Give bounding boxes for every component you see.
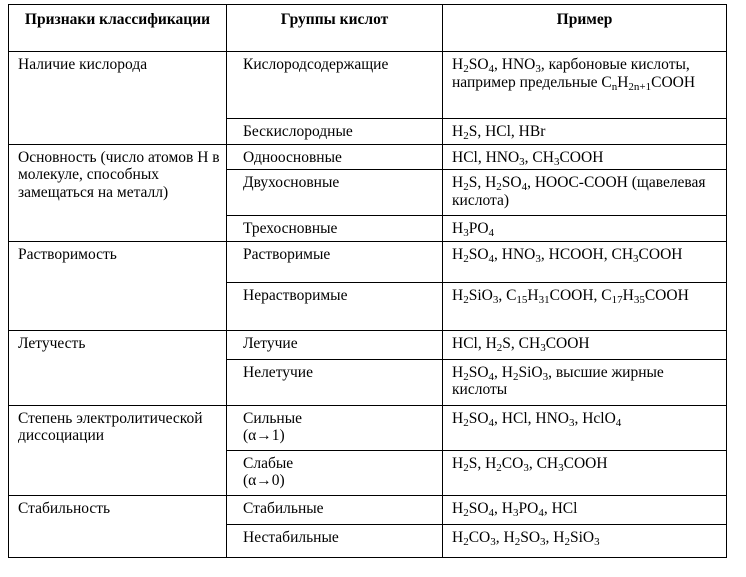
formula-subscript: 3 <box>540 535 546 548</box>
group-oxygen-containing: Кислородсодержащие <box>227 52 443 119</box>
group-nonvolatile: Нелетучие <box>227 359 443 405</box>
header-acid-groups <box>227 5 443 52</box>
criterion-dissociation: Степень электролитической диссоциации <box>9 405 227 495</box>
formula-subscript: 2 <box>496 341 503 354</box>
formula-subscript: n <box>611 80 618 93</box>
formula-subscript: 2 <box>512 370 519 383</box>
group-volatile: Летучие <box>227 330 443 359</box>
formula-subscript: 2n+1 <box>628 80 652 93</box>
group-stable: Стабильные <box>227 495 443 524</box>
formula-subscript: 3 <box>492 293 499 306</box>
table-row <box>9 330 727 359</box>
formula-subscript: 4 <box>488 252 495 265</box>
formula-subscript: 3 <box>535 252 541 265</box>
formula-subscript: 2 <box>463 416 469 429</box>
formula-subscript: 2 <box>463 252 469 265</box>
table-row <box>9 144 727 170</box>
group-strong <box>227 405 443 450</box>
example-dibasic: $H_2S$, $H_2SO_4$, HOOC-COOH (щавелевая кислота) <box>443 170 727 216</box>
group-tribasic: Трехосновные <box>227 216 443 242</box>
example-unstable: $H_2CO_3$, $H_2SO_3$, $H_2SiO_3$ <box>443 524 727 557</box>
group-weak <box>227 450 443 495</box>
example-oxygen-containing: $H_2SO_4$, $HNO_3$, карбоновые кислоты, например предельные $C_nH_{2n+1}COOH$ <box>443 52 727 119</box>
group-unstable: Нестабильные <box>227 524 443 557</box>
table-row <box>9 241 727 282</box>
example-soluble: $H_2SO_4$, $HNO_3$, HCOOH, $CH_3COOH$ <box>443 241 727 282</box>
formula-subscript: 4 <box>488 227 495 239</box>
formula-subscript: 2 <box>463 535 469 548</box>
table-row <box>9 405 727 450</box>
formula-subscript: 17 <box>611 293 623 306</box>
formula-subscript: 3 <box>594 535 600 548</box>
formula-subscript: 2 <box>463 63 469 75</box>
formula-subscript: 4 <box>488 506 495 519</box>
formula-subscript: 31 <box>538 293 550 306</box>
header-example <box>443 5 727 52</box>
criterion-solubility: Растворимость <box>9 241 227 330</box>
formula-subscript: 4 <box>488 63 495 75</box>
group-weak-alpha: (α→0) <box>243 472 285 489</box>
acid-classification-table <box>8 4 727 558</box>
example-oxygen-free: $H_2S$, HCl, HBr <box>443 119 727 145</box>
group-dibasic: Двухосновные <box>227 170 443 216</box>
formula-subscript: 4 <box>615 416 622 429</box>
formula-subscript: 2 <box>463 461 469 474</box>
formula-subscript: 15 <box>516 293 528 306</box>
group-soluble: Растворимые <box>227 241 443 282</box>
criterion-stability: Стабильность <box>9 495 227 557</box>
criterion-oxygen: Наличие кислорода <box>9 52 227 145</box>
formula-subscript: 2 <box>463 370 469 383</box>
formula-subscript: 3 <box>463 227 469 239</box>
classification-table-container <box>8 4 727 558</box>
header-criteria <box>9 5 227 52</box>
group-monobasic: Одноосновные <box>227 144 443 170</box>
header-row <box>9 5 727 52</box>
formula-subscript: 3 <box>568 416 575 429</box>
table-row <box>9 495 727 524</box>
group-strong-label: Сильные <box>243 409 303 427</box>
formula-subscript: 3 <box>558 461 564 474</box>
criterion-volatility: Летучесть <box>9 330 227 405</box>
formula-subscript: 3 <box>553 155 560 168</box>
example-weak: $H_2S$, $H_2CO_3$, $CH_3COOH$ <box>443 450 727 495</box>
group-weak-label: Слабые <box>243 454 294 472</box>
example-monobasic: HCl, $HNO_3$, $CH_3COOH$ <box>443 144 727 170</box>
example-strong: $H_2SO_4$, HCl, $HNO_3$, HclO$_4$ <box>443 405 727 450</box>
formula-subscript: 3 <box>490 535 496 548</box>
formula-subscript: 2 <box>496 461 502 474</box>
formula-subscript: 3 <box>519 155 525 168</box>
example-nonvolatile: $H_2SO_4$, $H_2SiO_3$, высшие жирные кислоты <box>443 359 727 405</box>
header-example-text: Пример <box>556 11 613 28</box>
example-volatile: HCl, $H_2S$, $CH_3COOH$ <box>443 330 727 359</box>
header-acid-groups-text: Группы кислот <box>280 11 389 28</box>
formula-subscript: 3 <box>542 370 549 383</box>
table-row <box>9 52 727 119</box>
formula-subscript: 2 <box>564 535 570 548</box>
formula-subscript: 4 <box>488 370 495 383</box>
formula-subscript: 2 <box>463 293 469 306</box>
group-oxygen-free: Бескислородные <box>227 119 443 145</box>
criterion-basicity: Основность (число атомов H в молекуле, способных замещаться на металл) <box>9 144 227 241</box>
formula-subscript: 3 <box>512 506 519 519</box>
formula-subscript: 2 <box>496 181 502 193</box>
formula-subscript: 35 <box>633 293 645 306</box>
example-tribasic: $H_3PO_4$ <box>443 216 727 242</box>
formula-subscript: 4 <box>521 181 528 193</box>
formula-subscript: 2 <box>463 181 469 193</box>
formula-subscript: 2 <box>463 506 469 519</box>
formula-subscript: 4 <box>488 416 495 429</box>
formula-subscript: 3 <box>535 63 541 75</box>
formula-subscript: 4 <box>538 506 544 519</box>
header-criteria-text: Признаки классификации <box>24 11 211 28</box>
formula-subscript: 2 <box>463 130 469 142</box>
formula-subscript: 2 <box>514 535 521 548</box>
group-insoluble: Нерастворимые <box>227 282 443 330</box>
formula-subscript: 3 <box>633 252 639 265</box>
group-strong-alpha: (α→1) <box>243 427 285 444</box>
formula-subscript: 3 <box>540 341 546 354</box>
example-stable: $H_2SO_4$, $H_3PO_4$, HCl <box>443 495 727 524</box>
formula-subscript: 3 <box>523 461 529 474</box>
example-insoluble: $H_2SiO_3$, $C_{15}H_{31}COOH$, $C_{17}H_{35}COOH$ <box>443 282 727 330</box>
